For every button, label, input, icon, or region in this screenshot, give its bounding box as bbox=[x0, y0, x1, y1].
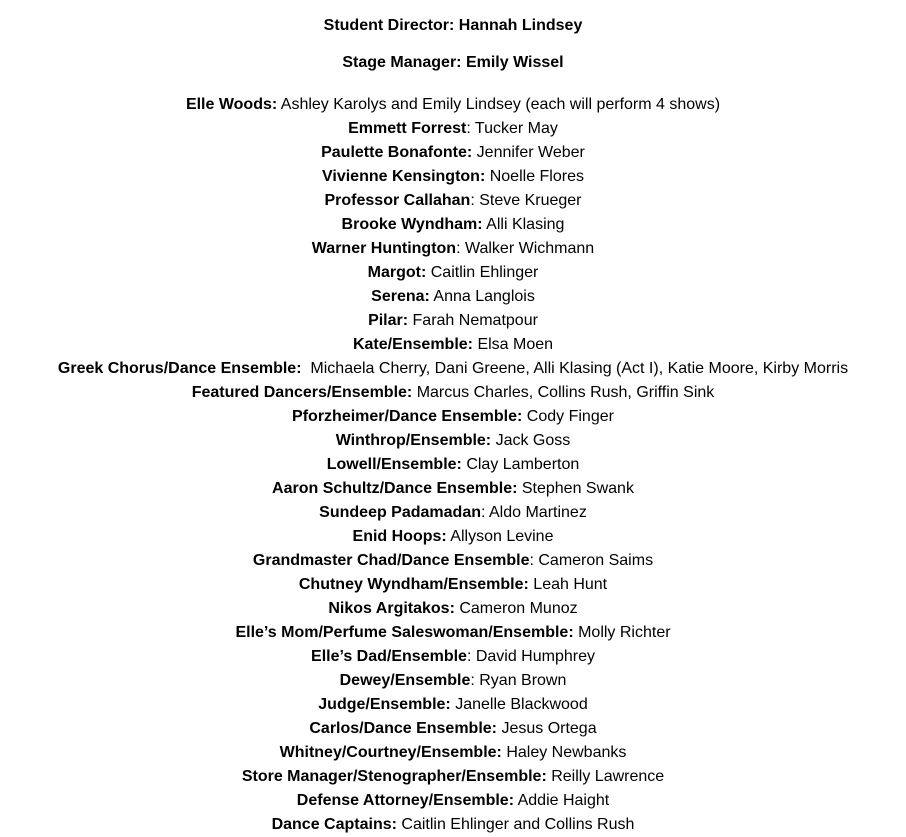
cast-role: Pilar: bbox=[368, 312, 409, 329]
cast-role: Judge/Ensemble: bbox=[318, 696, 451, 713]
cast-entry bbox=[0, 525, 906, 549]
stage-manager-line: Stage Manager: Emily Wissel bbox=[342, 54, 564, 71]
cast-actor: Stephen Swank bbox=[517, 480, 634, 497]
cast-entry bbox=[0, 573, 906, 597]
cast-role: Margot: bbox=[367, 264, 427, 281]
cast-entry bbox=[0, 333, 906, 357]
cast-role: Pforzheimer/Dance Ensemble: bbox=[292, 408, 523, 425]
cast-actor: Michaela Cherry, Dani Greene, Alli Klasing (Act I), Katie Moore, Kirby Morris bbox=[301, 360, 849, 377]
cast-entry bbox=[0, 285, 906, 309]
cast-entry bbox=[0, 381, 906, 405]
cast-role: Whitney/Courtney/Ensemble: bbox=[279, 744, 502, 761]
cast-actor: Elsa Moen bbox=[473, 336, 554, 353]
cast-actor: Caitlin Ehlinger and Collins Rush bbox=[396, 816, 635, 833]
cast-actor: Molly Richter bbox=[573, 624, 671, 641]
cast-entry bbox=[0, 813, 906, 837]
cast-role: Nikos Argitakos: bbox=[328, 600, 455, 617]
cast-list bbox=[0, 93, 906, 837]
cast-role: Brooke Wyndham: bbox=[341, 216, 483, 233]
cast-entry bbox=[0, 429, 906, 453]
cast-role: Warner Huntington bbox=[311, 240, 457, 257]
cast-entry bbox=[0, 501, 906, 525]
cast-actor: Jennifer Weber bbox=[472, 144, 585, 161]
cast-entry bbox=[0, 213, 906, 237]
cast-entry bbox=[0, 405, 906, 429]
cast-actor: Cody Finger bbox=[522, 408, 614, 425]
cast-role: Sundeep Padamadan bbox=[319, 504, 481, 521]
cast-entry bbox=[0, 789, 906, 813]
cast-entry bbox=[0, 621, 906, 645]
cast-role: Elle Woods: bbox=[185, 96, 278, 113]
cast-role: Kate/Ensemble: bbox=[352, 336, 473, 353]
cast-entry bbox=[0, 261, 906, 285]
cast-actor: Caitlin Ehlinger bbox=[426, 264, 539, 281]
cast-role: Paulette Bonafonte: bbox=[321, 144, 473, 161]
cast-role: Aaron Schultz/Dance Ensemble: bbox=[272, 480, 518, 497]
cast-entry bbox=[0, 549, 906, 573]
cast-role: Winthrop/Ensemble: bbox=[335, 432, 492, 449]
cast-actor: : Tucker May bbox=[466, 120, 558, 137]
cast-role: Elle’s Mom/Perfume Saleswoman/Ensemble: bbox=[235, 624, 574, 641]
student-director-line: Student Director: Hannah Lindsey bbox=[323, 17, 583, 34]
cast-role: Serena: bbox=[371, 288, 430, 305]
cast-role: Greek Chorus/Dance Ensemble: bbox=[57, 360, 302, 377]
cast-role: Emmett Forrest bbox=[348, 120, 467, 137]
cast-entry bbox=[0, 453, 906, 477]
cast-role: Chutney Wyndham/Ensemble: bbox=[298, 576, 529, 593]
cast-role: Elle’s Dad/Ensemble bbox=[311, 648, 467, 665]
cast-entry bbox=[0, 237, 906, 261]
cast-entry bbox=[0, 93, 906, 117]
cast-actor: : Ryan Brown bbox=[470, 672, 567, 689]
cast-actor: : Cameron Saims bbox=[529, 552, 654, 569]
cast-entry bbox=[0, 765, 906, 789]
cast-actor: Anna Langlois bbox=[429, 288, 535, 305]
cast-actor: Haley Newbanks bbox=[501, 744, 627, 761]
cast-entry bbox=[0, 717, 906, 741]
cast-actor: Reilly Lawrence bbox=[546, 768, 665, 785]
cast-role: Professor Callahan bbox=[324, 192, 471, 209]
cast-entry bbox=[0, 141, 906, 165]
cast-actor: Cameron Munoz bbox=[454, 600, 578, 617]
cast-actor: Allyson Levine bbox=[446, 528, 554, 545]
cast-actor: Alli Klasing bbox=[482, 216, 565, 233]
cast-role: Enid Hoops: bbox=[352, 528, 447, 545]
cast-actor: Jack Goss bbox=[491, 432, 571, 449]
cast-actor: Addie Haight bbox=[514, 792, 610, 809]
cast-role: Carlos/Dance Ensemble: bbox=[309, 720, 497, 737]
cast-role: Store Manager/Stenographer/Ensemble: bbox=[241, 768, 547, 785]
cast-entry bbox=[0, 669, 906, 693]
cast-entry bbox=[0, 117, 906, 141]
cast-role: Dance Captains: bbox=[271, 816, 397, 833]
cast-role: Defense Attorney/Ensemble: bbox=[296, 792, 515, 809]
cast-entry bbox=[0, 165, 906, 189]
cast-actor: Leah Hunt bbox=[528, 576, 608, 593]
cast-entry bbox=[0, 477, 906, 501]
cast-entry bbox=[0, 693, 906, 717]
cast-entry bbox=[0, 645, 906, 669]
cast-actor: Marcus Charles, Collins Rush, Griffin Sink bbox=[412, 384, 715, 401]
cast-role: Vivienne Kensington: bbox=[322, 168, 486, 185]
cast-actor: Janelle Blackwood bbox=[450, 696, 588, 713]
cast-entry bbox=[0, 357, 906, 381]
cast-actor: Jesus Ortega bbox=[497, 720, 597, 737]
cast-actor: Noelle Flores bbox=[485, 168, 584, 185]
cast-actor: : Steve Krueger bbox=[470, 192, 582, 209]
cast-role: Grandmaster Chad/Dance Ensemble bbox=[252, 552, 530, 569]
cast-actor: : David Humphrey bbox=[466, 648, 595, 665]
cast-role: Lowell/Ensemble: bbox=[326, 456, 462, 473]
cast-actor: : Aldo Martinez bbox=[481, 504, 587, 521]
cast-actor: Clay Lamberton bbox=[461, 456, 580, 473]
cast-actor: Farah Nematpour bbox=[408, 312, 538, 329]
cast-role: Dewey/Ensemble bbox=[339, 672, 471, 689]
cast-actor: : Walker Wichmann bbox=[456, 240, 595, 257]
cast-entry bbox=[0, 597, 906, 621]
cast-actor: Ashley Karolys and Emily Lindsey (each will perform 4 shows) bbox=[277, 96, 721, 113]
cast-entry bbox=[0, 189, 906, 213]
cast-entry bbox=[0, 741, 906, 765]
cast-role: Featured Dancers/Ensemble: bbox=[191, 384, 413, 401]
cast-entry bbox=[0, 309, 906, 333]
